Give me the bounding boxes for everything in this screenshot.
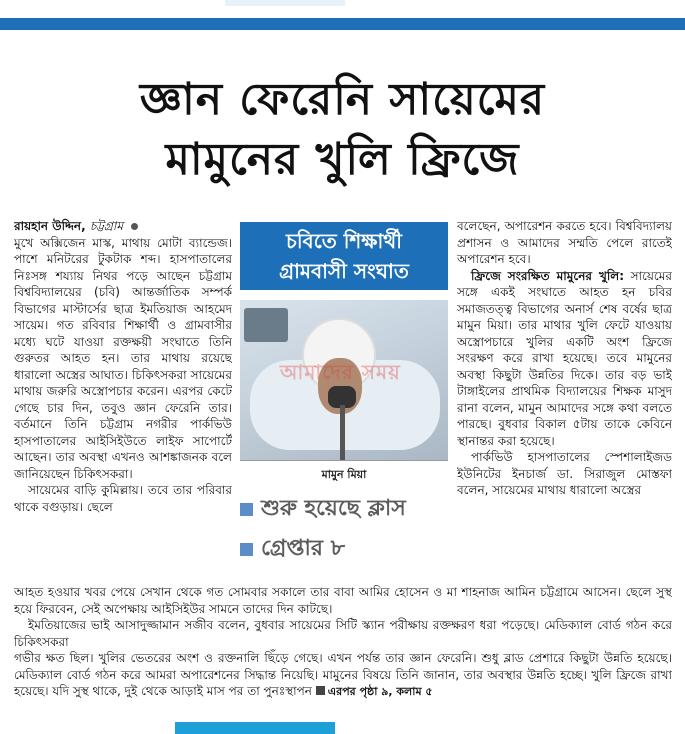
section-label-box [240, 222, 448, 290]
related-link-label: গ্রেপ্তার ৮ [261, 536, 345, 561]
top-rule [0, 18, 685, 30]
byline-location: চট্টগ্রাম [89, 219, 124, 233]
bottom-strip [175, 722, 335, 734]
article-column-1 [14, 218, 232, 584]
article-bottom-text [14, 584, 672, 724]
paragraph-text: গভীর ক্ষত ছিল। খুলির ভেতরের অংশ ও রক্তনালি ছিঁড়ে গেছে। এখন পর্যন্ত তার জ্ঞান ফেরেনি। শুধু ব্লাড প্রেশারে কিছুটা উন্নতি হয়েছে। মেডিক্যাল বোর্ড গঠন করে আমরা অপারেশনের সিদ্ধান্ত নিয়েছি। মামুনের বিষয়ে তিনি জানান, তার অবস্থার উন্নতি হচ্ছে। খুলি ফ্রিজে রাখা হয়েছে। যদি সুস্থ থাকে, দুই থেকে আড়াই মাস পর তা পুনঃস্থাপন [14, 651, 672, 698]
headline [20, 70, 665, 190]
watermark-logo: আমাদের সময় [280, 360, 401, 384]
subheading: ফ্রিজে সংরক্ষিত মামুনের খুলি: [471, 268, 624, 283]
jump-line[interactable] [316, 685, 433, 698]
paragraph: ইমতিয়াজের ভাই আসাদুজ্জামান সজীব বলেন, বুধবার সায়েমের সিটি স্ক্যান পরীক্ষায় রক্তক্ষরণ ধরা পড়েছে। মেডিক্যাল বোর্ড গঠন করে চিকিৎসকরা [14, 618, 672, 649]
related-link-arrest[interactable] [240, 535, 455, 563]
square-bullet-icon [240, 503, 253, 516]
news-photo [240, 300, 448, 460]
headline-line-1: জ্ঞান ফেরেনি সায়েমের [139, 74, 546, 125]
paragraph [14, 650, 672, 701]
headline-line-2: মামুনের খুলি ফ্রিজে [165, 134, 520, 185]
article-column-3 [457, 218, 672, 594]
bullet-icon [131, 223, 138, 230]
paragraph [457, 268, 672, 450]
masthead-strip [225, 0, 345, 6]
section-label-line-1: চবিতে শিক্ষার্থী [286, 229, 402, 253]
paragraph: আহত হওয়ার খবর পেয়ে সেখান থেকে গত সোমবার সকালে তার বাবা আমির হোসেন ও মা শাহনাজ আমিন চট্টগ্রামে আসেন। ছেলে সুস্থ হয়ে ফিরবেন, সেই অপেক্ষায় আইসিইউর সামনে তাদের দিন কাটছে। [14, 585, 672, 616]
byline [14, 218, 232, 235]
paragraph: মুখে অক্সিজেন মাস্ক, মাথায় মোটা ব্যান্ডেজ। পাশে মনিটরের টুকটাক শব্দ। হাসপাতালের নিঃসঙ্গ শয্যায় নিথর পড়ে আছেন চট্টগ্রাম বিশ্ববিদ্যালয়ের (চবি) আন্তর্জাতিক সম্পর্ক বিভাগের মাস্টার্সের ছাত্র ইমতিয়াজ আহমেদ সায়েম। গত রবিবার শিক্ষার্থী ও গ্রামবাসীর মধ্যে ঘটে যাওয়া রক্তক্ষয়ী সংঘাতে তিনি গুরুতর আহত হন। তার মাথায় রয়েছে ধারালো অস্ত্রের আঘাত। চিকিৎসকরা সায়েমের মাথায় জরুরি অস্ত্রোপচার করেন। এরপর কেটে গেছে চার দিন, তবুও জ্ঞান ফেরেনি তার। বর্তমানে তিনি চট্টগ্রাম নগরীর পার্কভিউ হাসপাতালের আইসিইউতে লাইফ সাপোর্টে আছেন। তার অবস্থা এখনও আশঙ্কাজনক বলে জানিয়েছেন চিকিৎসকরা। [14, 235, 232, 481]
byline-name: রায়হান উদ্দিন, [14, 219, 86, 233]
paragraph: বলেছেন, অপারেশন করতে হবে। বিশ্ববিদ্যালয় প্রশাসন ও আমাদের সম্মতি পেলে রাতেই অপারেশন হবে। [457, 219, 672, 266]
section-label-line-2: গ্রামবাসী সংঘাত [279, 259, 409, 283]
tube-shape [340, 405, 345, 460]
paragraph: পার্কভিউ হাসপাতালের স্পেশালাইজড ইউনিটের ইনচার্জ ডা. সিরাজুল মোস্তফা বলেন, সায়েমের মাথায় ধারালো অস্ত্রের [457, 450, 672, 497]
paragraph-text: সায়েমের সঙ্গে একই সংঘাতে আহত হন চবির সমাজতত্ত্ব বিভাগের অনার্স শেষ বর্ষের ছাত্র মামুন মিয়া। তার মাথার খুলি ফেটে যাওয়ায় অস্ত্রোপচারে খুলির একটি অংশ ফ্রিজে সংরক্ষণ করে রাখা হয়েছে। তবে মামুনের অবস্থা কিছুটা উন্নতির দিকে। তার বড় ভাই টাঙ্গাইলের প্রাথমিক বিদ্যালয়ের শিক্ষক মাসুদ রানা বলেন, মামুন আমাদের সঙ্গে কথা বলতে পারছে। বুধবার বিকাল ৫টায় তাকে কেবিনে স্থানান্তর করা হয়েছে। [457, 268, 672, 448]
square-bullet-icon [240, 543, 253, 556]
monitor-shape [244, 308, 288, 342]
photo-caption: মামুন মিয়া [321, 468, 367, 481]
related-link-classes[interactable] [240, 495, 455, 523]
jump-label: এরপর পৃষ্ঠা ৯, কলাম ৫ [327, 685, 433, 698]
photo-divider [240, 460, 448, 461]
jump-marker-icon [316, 686, 325, 695]
related-link-label: শুরু হয়েছে ক্লাস [261, 496, 406, 521]
paragraph: সায়েমের বাড়ি কুমিল্লায়। তবে তার পরিবার থাকে বগুড়ায়। ছেলে [14, 483, 232, 514]
